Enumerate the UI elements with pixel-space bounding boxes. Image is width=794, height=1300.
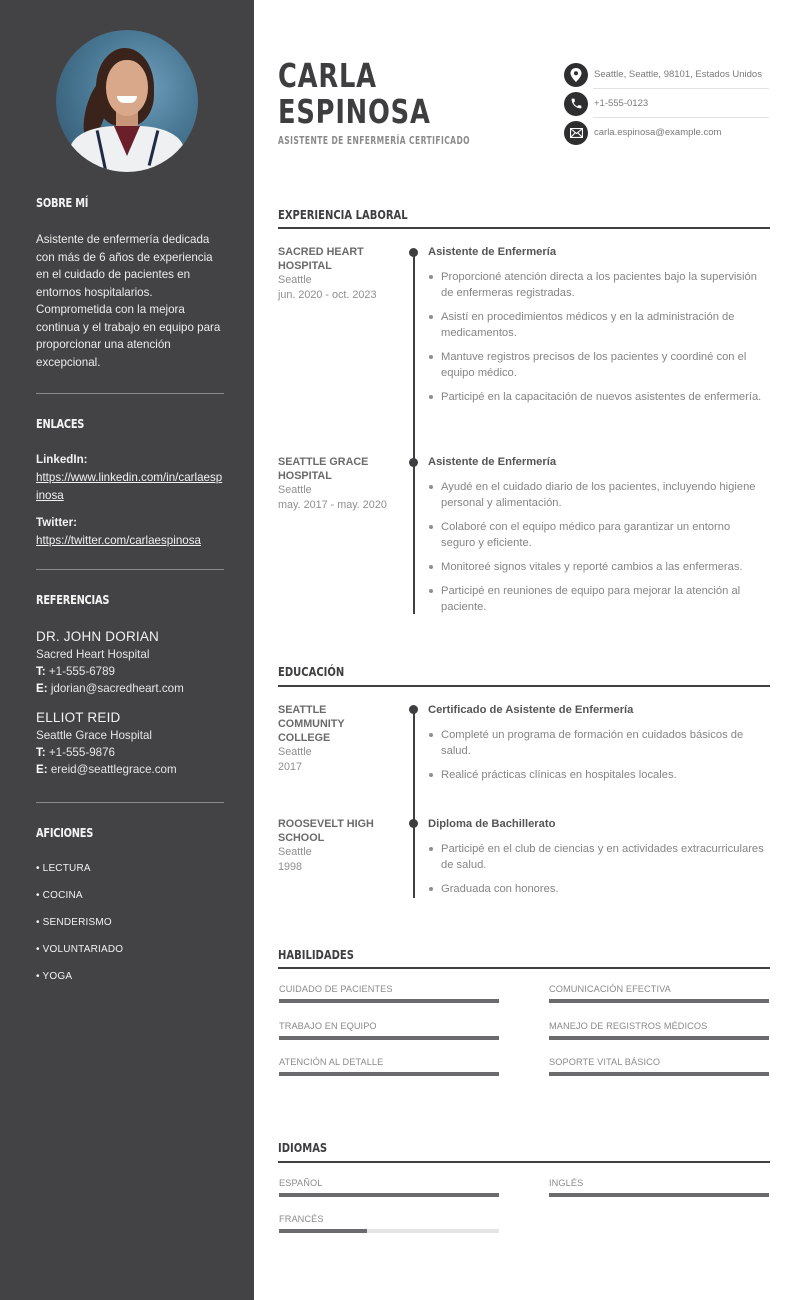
entry-org: SEATTLE COMMUNITY COLLEGE (278, 704, 345, 744)
skill-item (549, 1020, 769, 1040)
bullet-item: Participé en reuniones de equipo para mejorar la atención al paciente. (428, 583, 766, 615)
entry-bullets (428, 727, 766, 783)
skill-item (549, 983, 769, 1003)
hobby-item: • VOLUNTARIADO (36, 944, 124, 955)
entry-meta (278, 817, 388, 874)
bullet-item: Ayudé en el cuidado diario de los pacientes, incluyendo higiene personal y alimentación. (428, 479, 766, 511)
entry-org: SEATTLE GRACE HOSPITAL (278, 456, 369, 482)
skill-label: TRABAJO EN EQUIPO (279, 1021, 377, 1031)
skill-bar (279, 999, 499, 1003)
phone-text: +1-555-0123 (594, 98, 649, 109)
section-rule (278, 685, 770, 687)
bullet-item: Graduada con honores. (428, 881, 766, 897)
reference-name: DR. JOHN DORIAN (36, 629, 160, 644)
entry-role: Asistente de Enfermería (428, 246, 557, 258)
reference-phone (36, 744, 224, 761)
hobbies-heading: AFICIONES (36, 826, 94, 840)
phone-icon (564, 92, 588, 116)
first-name: CARLA (278, 56, 377, 95)
skill-item (549, 1056, 769, 1076)
skill-bar (279, 1036, 499, 1040)
entry-location: Seattle (278, 746, 312, 758)
entry-meta (278, 455, 398, 512)
reference-item (36, 709, 224, 778)
section-rule (278, 227, 770, 229)
language-bar-fill (279, 1229, 367, 1233)
entry-details (428, 817, 766, 905)
skill-label: MANEJO DE REGISTROS MÉDICOS (549, 1021, 708, 1031)
email-text: carla.espinosa@example.com (594, 127, 722, 138)
timeline-dot (409, 705, 418, 714)
about-heading: SOBRE MÍ (36, 196, 89, 210)
link-linkedin (36, 452, 224, 504)
skill-label: SOPORTE VITAL BÁSICO (549, 1057, 661, 1067)
references-heading: REFERENCIAS (36, 593, 110, 607)
last-name: ESPINOSA (278, 92, 431, 131)
phone-value: +1-555-9876 (48, 746, 115, 759)
linkedin-link[interactable]: https://www.linkedin.com/in/carlaespinosa (36, 471, 223, 502)
email-label: E: (36, 763, 48, 776)
reference-org: Seattle Grace Hospital (36, 729, 152, 742)
entry-details (428, 703, 766, 791)
profile-photo (56, 30, 198, 172)
timeline-line (413, 252, 415, 614)
entry-details (428, 455, 766, 623)
links-heading: ENLACES (36, 417, 85, 431)
bullet-item: Monitoreé signos vitales y reporté cambios a las enfermeras. (428, 559, 766, 575)
twitter-link[interactable]: https://twitter.com/carlaespinosa (36, 534, 201, 547)
link-twitter (36, 515, 224, 549)
hobby-item: • YOGA (36, 971, 73, 982)
skill-bar-fill (549, 999, 769, 1003)
sidebar (0, 0, 254, 1300)
entry-location: Seattle (278, 274, 312, 286)
timeline-dot (409, 819, 418, 828)
contact-list (564, 60, 769, 147)
entry-location: Seattle (278, 484, 312, 496)
hobby-item: • LECTURA (36, 863, 91, 874)
language-bar (279, 1193, 499, 1197)
language-item (279, 1213, 499, 1233)
map-pin-icon (564, 63, 588, 87)
contact-phone (564, 89, 769, 118)
language-item (549, 1177, 769, 1197)
entry-org: SACRED HEART HOSPITAL (278, 246, 364, 272)
candidate-name (278, 58, 431, 130)
photo-face (106, 60, 148, 116)
skill-item (279, 983, 499, 1003)
language-bar-fill (549, 1193, 769, 1197)
skill-bar (279, 1072, 499, 1076)
entry-dates: may. 2017 - may. 2020 (278, 498, 387, 511)
bullet-item: Participé en el club de ciencias y en actividades extracurriculares de salud. (428, 841, 766, 873)
phone-label: T: (36, 746, 46, 759)
experience-heading: EXPERIENCIA LABORAL (278, 207, 408, 222)
skill-label: COMUNICACIÓN EFECTIVA (549, 984, 671, 994)
bullet-item: Colaboré con el equipo médico para garantizar un entorno seguro y eficiente. (428, 519, 766, 551)
skill-item (279, 1020, 499, 1040)
reference-name: ELLIOT REID (36, 710, 121, 725)
bullet-item: Completé un programa de formación en cuidados básicos de salud. (428, 727, 766, 759)
entry-meta (278, 703, 358, 774)
entry-role: Asistente de Enfermería (428, 456, 557, 468)
entry-role: Certificado de Asistente de Enfermería (428, 704, 634, 716)
language-item (279, 1177, 499, 1197)
entry-bullets (428, 269, 766, 405)
job-title: ASISTENTE DE ENFERMERÍA CERTIFICADO (278, 135, 471, 147)
contact-address (564, 60, 769, 89)
reference-phone (36, 663, 224, 680)
language-bar (549, 1193, 769, 1197)
timeline-dot (409, 458, 418, 467)
email-value: jdorian@sacredheart.com (50, 682, 184, 695)
languages-heading: IDIOMAS (278, 1140, 328, 1155)
section-rule (278, 967, 770, 969)
skill-bar-fill (279, 1072, 499, 1076)
hobbies-list (36, 862, 123, 997)
skill-bar-fill (279, 1036, 499, 1040)
skill-bar (549, 1072, 769, 1076)
section-rule (278, 1161, 770, 1163)
address-text: Seattle, Seattle, 98101, Estados Unidos (594, 69, 762, 80)
bullet-item: Mantuve registros precisos de los pacientes y coordiné con el equipo médico. (428, 349, 766, 381)
about-text: Asistente de enfermería dedicada con más de 6 años de experiencia en el cuidado de pacientes en entornos hospitalarios. Comprometida con la mejora continua y el trabajo en equipo para proporcionar una atención excepcional. (36, 233, 221, 369)
email-label: E: (36, 682, 48, 695)
timeline-line (413, 710, 415, 898)
skill-label: CUIDADO DE PACIENTES (279, 984, 393, 994)
entry-role: Diploma de Bachillerato (428, 818, 556, 830)
link-label: Twitter: (36, 516, 78, 529)
mail-icon (564, 121, 588, 145)
entry-bullets (428, 479, 766, 615)
reference-item (36, 628, 224, 697)
link-label: LinkedIn: (36, 453, 88, 466)
entry-org: ROOSEVELT HIGH SCHOOL (278, 818, 374, 844)
bullet-item: Participé en la capacitación de nuevos asistentes de enfermería. (428, 389, 766, 405)
skill-bar (549, 1036, 769, 1040)
email-value: ereid@seattlegrace.com (50, 763, 177, 776)
entry-dates: jun. 2020 - oct. 2023 (278, 288, 377, 301)
timeline-dot (409, 248, 418, 257)
education-heading: EDUCACIÓN (278, 664, 345, 679)
language-bar (279, 1229, 499, 1233)
bullet-item: Asistí en procedimientos médicos y en la administración de medicamentos. (428, 309, 766, 341)
entry-meta (278, 245, 398, 302)
phone-value: +1-555-6789 (48, 665, 115, 678)
contact-email (564, 118, 769, 147)
entry-bullets (428, 841, 766, 897)
hobby-item: • COCINA (36, 890, 83, 901)
language-label: FRANCÉS (279, 1214, 324, 1224)
skill-bar-fill (279, 999, 499, 1003)
skill-bar (549, 999, 769, 1003)
skill-bar-fill (549, 1072, 769, 1076)
skill-item (279, 1056, 499, 1076)
skill-bar-fill (549, 1036, 769, 1040)
divider (36, 393, 224, 394)
entry-details (428, 245, 766, 413)
skill-label: ATENCIÓN AL DETALLE (279, 1057, 384, 1067)
language-bar-fill (279, 1193, 499, 1197)
bullet-item: Realicé prácticas clínicas en hospitales locales. (428, 767, 766, 783)
reference-org: Sacred Heart Hospital (36, 648, 150, 661)
reference-email (36, 680, 224, 697)
language-label: ESPAÑOL (279, 1178, 323, 1188)
entry-location: Seattle (278, 846, 312, 858)
reference-email (36, 761, 224, 778)
entry-dates: 1998 (278, 860, 303, 873)
bullet-item: Proporcioné atención directa a los pacientes bajo la supervisión de enfermeras registradas. (428, 269, 766, 301)
divider (36, 569, 224, 570)
entry-dates: 2017 (278, 760, 303, 773)
phone-label: T: (36, 665, 46, 678)
divider (36, 802, 224, 803)
hobby-item: • SENDERISMO (36, 917, 112, 928)
skills-heading: HABILIDADES (278, 947, 354, 962)
language-label: INGLÉS (549, 1178, 584, 1188)
